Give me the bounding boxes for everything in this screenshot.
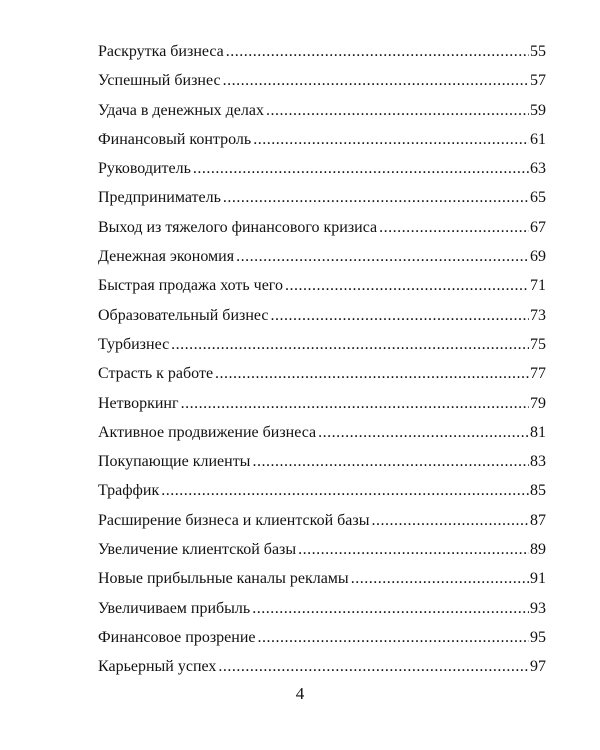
toc-entry[interactable] — [98, 274, 546, 303]
toc-entry-title: Расширение бизнеса и клиентской базы — [98, 511, 370, 529]
dot-leader — [351, 567, 529, 591]
dot-leader — [285, 274, 529, 298]
toc-entry-title: Покупающие клиенты — [98, 453, 251, 471]
dot-leader — [181, 392, 529, 416]
dot-leader — [318, 421, 529, 445]
dot-leader — [252, 597, 529, 621]
toc-entry-title: Денежная экономия — [98, 248, 235, 266]
toc-entry-title: Траффик — [98, 482, 160, 500]
toc-entry[interactable] — [98, 421, 546, 450]
toc-entry-title: Раскрутка бизнеса — [98, 43, 224, 60]
toc-entry-title: Предприниматель — [98, 189, 221, 207]
toc-entry-page: 57 — [530, 72, 546, 90]
toc-entry-page: 91 — [530, 570, 546, 588]
dot-leader — [215, 362, 529, 386]
toc-entry-title: Активное продвижение бизнеса — [98, 423, 317, 441]
toc-entry-page: 81 — [530, 423, 546, 441]
toc-entry[interactable] — [98, 304, 546, 333]
toc-entry-title: Финансовое прозрение — [98, 628, 256, 646]
toc-entry-title: Успешный бизнес — [98, 72, 221, 90]
toc-entry-title: Карьерный успех — [98, 658, 217, 676]
toc-entry-page: 79 — [530, 394, 546, 412]
table-of-contents — [98, 40, 546, 685]
toc-entry-page: 87 — [530, 511, 546, 529]
toc-entry-page: 97 — [530, 658, 546, 676]
dot-leader — [252, 450, 529, 474]
dot-leader — [223, 69, 529, 93]
toc-entry-title: Новые прибыльные каналы рекламы — [98, 570, 349, 588]
toc-entry-title: Руководитель — [98, 160, 191, 178]
toc-entry-page: 61 — [530, 130, 546, 148]
toc-entry-title: Турбизнес — [98, 335, 170, 353]
dot-leader — [253, 128, 529, 152]
toc-entry-page: 67 — [530, 218, 546, 236]
toc-entry[interactable] — [98, 597, 546, 626]
toc-entry-title: Быстрая продажа хоть чего — [98, 277, 283, 295]
toc-entry-title: Удача в денежных делах — [98, 101, 264, 119]
dot-leader — [236, 245, 529, 269]
dot-leader — [218, 655, 529, 679]
toc-entry-page: 71 — [530, 277, 546, 295]
toc-entry[interactable] — [98, 538, 546, 567]
toc-entry[interactable] — [98, 392, 546, 421]
toc-entry-page: 69 — [530, 248, 546, 266]
toc-entry-page: 55 — [530, 43, 546, 60]
toc-entry-title: Финансовый контроль — [98, 130, 252, 148]
toc-entry-title: Страсть к работе — [98, 365, 214, 383]
toc-entry-page: 59 — [530, 101, 546, 119]
dot-leader — [371, 509, 529, 533]
toc-entry-title: Нетворкинг — [98, 394, 179, 412]
dot-leader — [171, 333, 529, 357]
dot-leader — [193, 157, 529, 181]
toc-entry[interactable] — [98, 157, 546, 186]
toc-entry[interactable] — [98, 69, 546, 98]
dot-leader — [298, 538, 529, 562]
toc-entry[interactable] — [98, 655, 546, 684]
toc-entry[interactable] — [98, 333, 546, 362]
toc-entry-title: Увеличиваем прибыль — [98, 599, 251, 617]
toc-entry[interactable] — [98, 626, 546, 655]
dot-leader — [223, 186, 529, 210]
toc-entry[interactable] — [98, 128, 546, 157]
toc-entry[interactable] — [98, 216, 546, 245]
toc-entry[interactable] — [98, 40, 546, 69]
dot-leader — [257, 626, 529, 650]
toc-entry[interactable] — [98, 245, 546, 274]
toc-entry-page: 77 — [530, 365, 546, 383]
dot-leader — [271, 304, 530, 328]
toc-entry[interactable] — [98, 479, 546, 508]
toc-entry[interactable] — [98, 99, 546, 128]
page-number: 4 — [295, 684, 305, 703]
toc-entry[interactable] — [98, 186, 546, 215]
toc-entry-page: 83 — [530, 453, 546, 471]
toc-entry-page: 95 — [530, 628, 546, 646]
toc-entry-title: Увеличение клиентской базы — [98, 541, 297, 559]
toc-entry-page: 63 — [530, 160, 546, 178]
toc-entry-page: 93 — [530, 599, 546, 617]
toc-entry[interactable] — [98, 567, 546, 596]
toc-entry-title: Выход из тяжелого финансового кризиса — [98, 218, 378, 236]
toc-entry-title: Образовательный бизнес — [98, 306, 269, 324]
toc-entry-page: 85 — [530, 482, 546, 500]
toc-entry[interactable] — [98, 509, 546, 538]
toc-entry[interactable] — [98, 450, 546, 479]
dot-leader — [226, 40, 529, 64]
toc-entry-page: 73 — [530, 306, 546, 324]
dot-leader — [379, 216, 529, 240]
toc-entry-page: 89 — [530, 541, 546, 559]
dot-leader — [161, 479, 529, 503]
toc-entry-page: 65 — [530, 189, 546, 207]
dot-leader — [266, 99, 529, 123]
toc-entry[interactable] — [98, 362, 546, 391]
toc-entry-page: 75 — [530, 335, 546, 353]
